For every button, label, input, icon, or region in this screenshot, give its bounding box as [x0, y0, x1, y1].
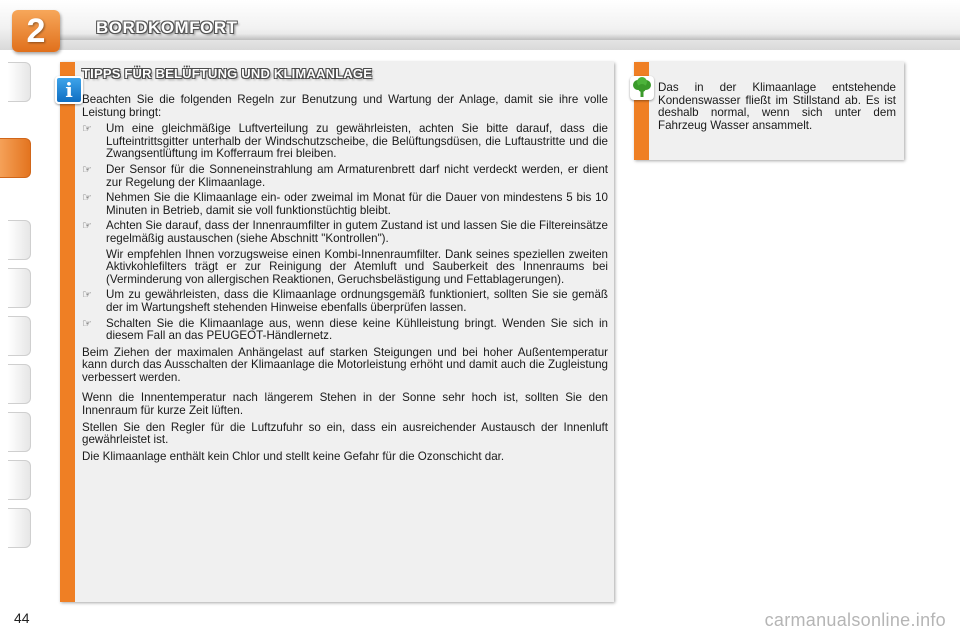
tips-list: [82, 123, 608, 343]
pointing-hand-icon: ☞: [82, 192, 92, 205]
list-item-text: Achten Sie darauf, dass der Innenraumfilter in gutem Zustand ist und lassen Sie die Filtereinsätze regelmäßig austauschen (siehe Abschnitt "Kontrollen").: [106, 219, 608, 245]
chapter-tab-9[interactable]: [8, 508, 31, 548]
tree-icon: [630, 76, 654, 100]
info-icon: i: [55, 76, 83, 104]
pointing-hand-icon: ☞: [82, 317, 92, 330]
intro-paragraph: Beachten Sie die folgenden Regeln zur Benutzung und Wartung der Anlage, damit sie ihre volle Leistung bringt:: [82, 93, 608, 119]
list-item-text: Um eine gleichmäßige Luftverteilung zu gewährleisten, achten Sie bitte darauf, dass die Lufteintrittsgitter unterhalb der Windschutzscheibe, die Belüftungsdüsen, die Luftaustritte und die Zwangsentlüftung im Kofferraum frei bleiben.: [106, 122, 608, 161]
chapter-tab-5[interactable]: [8, 316, 31, 356]
page-number: 44: [14, 610, 30, 626]
environment-note-text: Das in der Klimaanlage entstehende Kondenswasser fließt im Stillstand ab. Es ist deshalb normal, wenn sich unter dem Fahrzeug Wasser ansammelt.: [658, 81, 896, 132]
list-item: [82, 164, 608, 189]
chapter-number-badge: 2: [12, 10, 60, 52]
paragraph-air-supply: Stellen Sie den Regler für die Luftzufuhr so ein, dass ein ausreichender Austausch der Innenluft gewährleistet ist.: [82, 420, 608, 447]
chapter-tab-3[interactable]: [8, 220, 31, 260]
chapter-tab-2-active[interactable]: [0, 138, 31, 178]
pointing-hand-icon: ☞: [82, 289, 92, 302]
list-item-text: Der Sensor für die Sonneneinstrahlung am Armaturenbrett darf nicht verdeckt werden, er dient zur Regelung der Klimaanlage.: [106, 162, 608, 189]
chapter-title: BORDKOMFORT: [96, 18, 238, 37]
pointing-hand-icon: ☞: [82, 163, 92, 176]
list-item-extra-text: Wir empfehlen Ihnen vorzugsweise einen Kombi-Innenraumfilter. Dank seines speziellen zweiten Aktivkohlefilters trägt er zur Reinigung der Atemluft und Sauberkeit des Innenraums bei (Verminderung von allergischen Reaktionen, Geruchsbelästigung und Fettablagerungen).: [106, 247, 608, 286]
panel-accent-stripe: [60, 62, 75, 602]
pointing-hand-icon: ☞: [82, 123, 92, 136]
chapter-tab-6[interactable]: [8, 364, 31, 404]
list-item: [82, 289, 608, 314]
pointing-hand-icon: ☞: [82, 220, 92, 233]
list-item-text: Nehmen Sie die Klimaanlage ein- oder zweimal im Monat für die Dauer von mindestens 5 bis 10 Minuten in Betrieb, damit sie voll funktionstüchtig bleibt.: [106, 191, 608, 217]
paragraph-towing: Beim Ziehen der maximalen Anhängelast auf starken Steigungen und bei hoher Außentemperatur kann durch das Ausschalten der Klimaanlage die Motorleistung erhöht und damit auch die Zugleistung verbessert werden.: [82, 345, 608, 384]
section-title: TIPPS FÜR BELÜFTUNG UND KLIMAANLAGE: [82, 66, 373, 81]
watermark: carmanualsonline.info: [764, 610, 946, 630]
chapter-tab-4[interactable]: [8, 268, 31, 308]
list-item-text: Um zu gewährleisten, dass die Klimaanlage ordnungsgemäß funktioniert, sollten Sie sie gemäß der im Wartungsheft stehenden Hinweise ebenfalls überprüfen lassen.: [106, 288, 608, 314]
tips-panel: [60, 62, 614, 602]
paragraph-ozone: Die Klimaanlage enthält kein Chlor und stellt keine Gefahr für die Ozonschicht dar.: [82, 449, 505, 463]
list-item-text: Schalten Sie die Klimaanlage aus, wenn diese keine Kühlleistung bringt. Wenden Sie sich in diesem Fall an das PEUGEOT-Händlernetz.: [106, 316, 608, 343]
paragraph-ventilate: Wenn die Innentemperatur nach längerem Stehen in der Sonne sehr hoch ist, sollten Sie den Innenraum für kurze Zeit lüften.: [82, 391, 608, 418]
list-item: [82, 123, 608, 161]
section-body: [82, 94, 608, 467]
chapter-tab-8[interactable]: [8, 460, 31, 500]
list-item: [82, 220, 608, 286]
chapter-tab-strip: [0, 62, 32, 574]
chapter-tab-7[interactable]: [8, 412, 31, 452]
list-item: [82, 318, 608, 343]
environment-note-panel: [634, 62, 904, 160]
list-item: [82, 192, 608, 217]
chapter-tab-1[interactable]: [8, 62, 31, 102]
